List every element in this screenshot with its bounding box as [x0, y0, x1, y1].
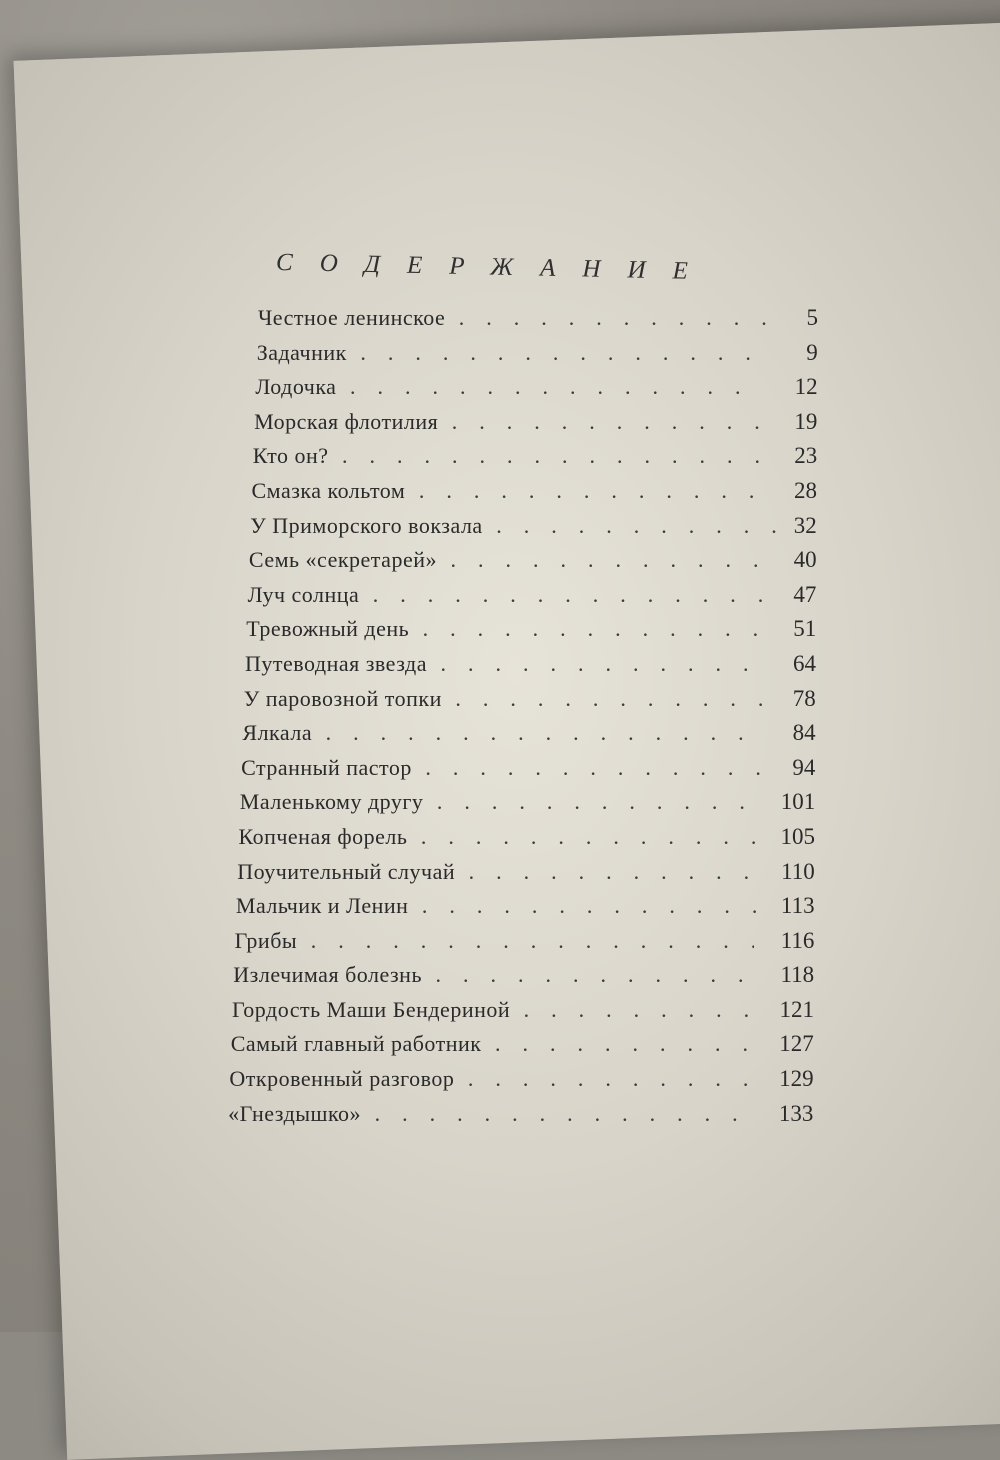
toc-leader-dots — [415, 824, 766, 850]
toc-entry-page-number: 133 — [778, 1100, 814, 1126]
toc-entry-page-number: 9 — [806, 339, 818, 365]
toc-entry-title: Ялкала — [242, 720, 313, 746]
toc-entry-title: Грибы — [234, 927, 298, 953]
toc-leader-dots — [435, 651, 769, 677]
toc-entry — [248, 582, 817, 617]
toc-leader-dots — [355, 340, 763, 366]
toc-entry — [231, 1031, 814, 1066]
toc-entry — [241, 755, 815, 790]
toc-entry-title: Задачник — [256, 339, 347, 365]
toc-entry-page-number: 127 — [779, 1031, 814, 1057]
toc-entry-title: Смазка кольтом — [251, 477, 406, 503]
toc-entry-page-number: 23 — [794, 443, 818, 469]
toc-entry-page-number: 84 — [792, 720, 816, 746]
toc-entry — [233, 962, 814, 997]
toc-entry — [228, 1101, 813, 1136]
toc-entry-title: Морская флотилия — [254, 408, 439, 434]
toc-entry — [252, 478, 818, 513]
toc-leader-dots — [420, 755, 767, 781]
toc-entry-title: Лодочка — [255, 374, 337, 400]
toc-leader-dots — [337, 443, 760, 469]
toc-entry-title: Кто он? — [252, 443, 329, 469]
toc-entry-title: Излечимая болезнь — [233, 962, 422, 988]
toc-entry-page-number: 118 — [780, 962, 815, 988]
toc-leader-dots — [416, 893, 766, 919]
toc-entry — [240, 789, 815, 824]
toc-entry — [249, 547, 817, 582]
toc-entry-title: Семь «секретарей» — [248, 547, 437, 573]
toc-entry-page-number: 19 — [794, 408, 818, 434]
toc-entry — [257, 340, 818, 375]
toc-leader-dots — [320, 720, 757, 746]
toc-leader-dots — [445, 547, 771, 573]
toc-entry — [235, 928, 815, 963]
toc-entry-page-number: 5 — [806, 305, 818, 330]
toc-leader-dots — [417, 616, 767, 642]
toc-entry-title: Копченая форель — [238, 823, 408, 849]
toc-entry — [245, 651, 816, 686]
toc-entry-title: Мальчик и Ленин — [235, 893, 409, 919]
toc-entry-page-number: 47 — [793, 581, 817, 607]
table-of-contents — [228, 249, 848, 1135]
toc-entry-title: Маленькому другу — [239, 789, 424, 815]
toc-leader-dots — [450, 686, 771, 712]
toc-entry-page-number: 113 — [780, 893, 815, 919]
toc-leader-dots — [344, 374, 761, 400]
toc-leader-dots — [453, 305, 773, 331]
toc-entry-title: «Гнездышко» — [228, 1100, 362, 1126]
toc-entry-page-number: 101 — [780, 789, 816, 815]
toc-entry-title: Путеводная звезда — [245, 650, 427, 676]
toc-entry — [229, 1066, 813, 1101]
toc-leader-dots — [491, 513, 776, 539]
toc-entry-page-number: 129 — [779, 1066, 814, 1092]
toc-leader-dots — [430, 962, 767, 988]
toc-entry — [250, 513, 817, 548]
toc-entry — [244, 686, 816, 721]
toc-entry — [258, 305, 818, 340]
toc-entry-page-number: 121 — [779, 996, 814, 1022]
toc-leader-dots — [463, 859, 771, 885]
toc-entry-title: Луч солнца — [247, 581, 360, 607]
toc-entry-page-number: 116 — [780, 927, 815, 953]
toc-title: СОДЕРЖАНИЕ — [275, 249, 716, 286]
toc-leader-dots — [367, 582, 762, 608]
toc-entry-page-number: 32 — [793, 512, 817, 538]
toc-leader-dots — [490, 1031, 772, 1057]
toc-leader-dots — [369, 1101, 760, 1127]
toc-leader-dots — [305, 928, 754, 954]
toc-entry-title: Самый главный работник — [230, 1031, 482, 1057]
toc-entry-page-number: 40 — [793, 547, 817, 573]
toc-entry — [246, 616, 816, 651]
toc-entry-title: Откровенный разговор — [229, 1066, 455, 1092]
toc-entry-page-number: 51 — [793, 616, 817, 642]
toc-entry-title: Тревожный день — [246, 616, 410, 642]
toc-entry-page-number: 105 — [780, 823, 815, 849]
toc-entry-title: Странный пастор — [241, 754, 412, 780]
toc-entry — [239, 824, 816, 859]
toc-entry-title: У паровозной топки — [243, 685, 442, 711]
toc-entry-page-number: 28 — [794, 477, 817, 503]
toc-entry — [254, 409, 817, 444]
toc-entry — [255, 374, 817, 409]
toc-entry — [242, 720, 815, 755]
toc-entry-page-number: 64 — [793, 650, 816, 676]
toc-entry-page-number: 78 — [792, 685, 816, 711]
toc-entry — [237, 859, 815, 894]
toc-leader-dots — [413, 478, 767, 504]
toc-leader-dots — [446, 409, 771, 435]
toc-entry-title: Честное ленинское — [258, 305, 446, 330]
toc-entry — [236, 893, 815, 928]
toc-leader-dots — [462, 1066, 769, 1092]
toc-leader-dots — [518, 997, 771, 1023]
toc-entry — [253, 443, 817, 478]
toc-list — [228, 305, 848, 1135]
toc-leader-dots — [431, 789, 768, 815]
toc-entry-title: Гордость Маши Бендериной — [232, 996, 511, 1022]
toc-entry-page-number: 110 — [781, 858, 815, 884]
toc-entry-page-number: 12 — [794, 374, 818, 400]
toc-entry-title: Поучительный случай — [237, 858, 456, 884]
toc-entry — [232, 997, 814, 1032]
toc-entry-page-number: 94 — [792, 754, 816, 780]
toc-entry-title: У Приморского вокзала — [250, 512, 483, 538]
